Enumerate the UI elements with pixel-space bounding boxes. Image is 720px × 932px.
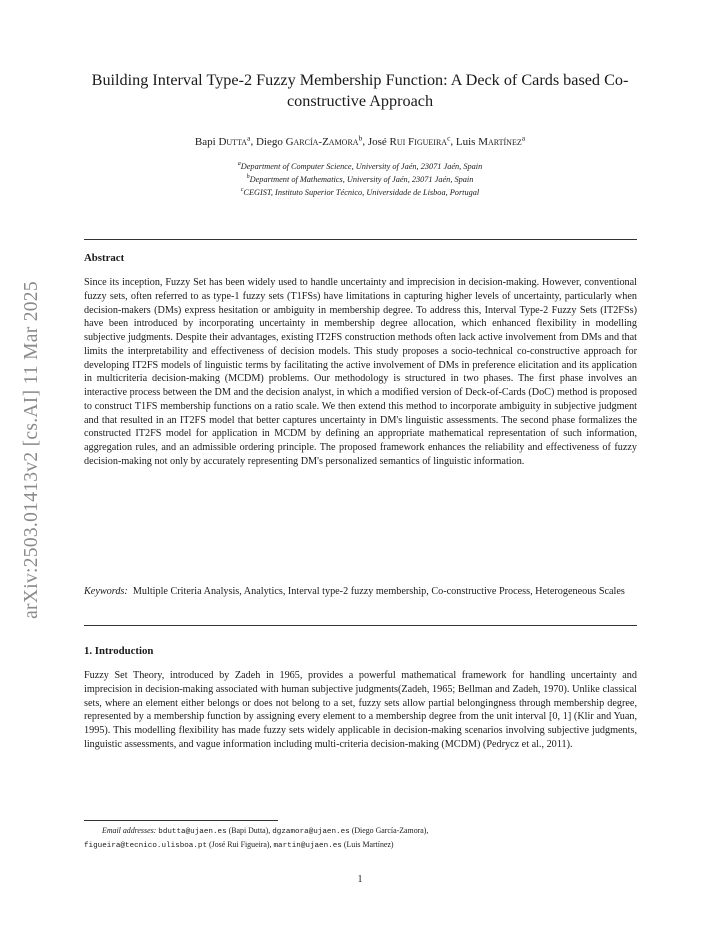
author-1: Bapi Dutta$^a$ bbox=[194, 133, 251, 148]
affiliation-list bbox=[84, 159, 636, 198]
email-dutta: bdutta@ujaen.es bbox=[158, 828, 227, 836]
introduction-text: Fuzzy Set Theory, introduced by Zadeh in 1965, provides a powerful mathematical framework for handling uncertainty and imprecision in decision-making associated with human subjective judgments(Zadeh, 1965; Bellman and Zadeh, 1970). Unlike classical sets, where an element either belongs or does not belong to a set, fuzzy sets allow partial belongingness through membership degree, represented by a membership function by assigning every element to a membership degree from the unit interval [0, 1] (Klir and Yuan, 1995). This modelling flexibility has made fuzzy sets widely applicable in decision-making scenarios involving subjective judgments, linguistic assessments, and vague information including multi-criteria decision-making (MCDM) (Pedrycz et al., 2011). bbox=[84, 670, 637, 750]
author-2: Diego García-Zamora$^b$ bbox=[255, 133, 363, 148]
keywords bbox=[84, 585, 637, 599]
keywords-label: Keywords: bbox=[84, 586, 128, 597]
email-label: Email addresses: bbox=[102, 826, 157, 835]
affiliation-b: $^b$Department of Mathematics, University of Jaén, 23071 Jaén, Spain bbox=[246, 174, 474, 184]
page-number: 1 bbox=[357, 874, 363, 885]
abstract-top-rule bbox=[84, 239, 637, 240]
author-4: Luis Martínez$^a$ bbox=[455, 133, 526, 148]
email-figueira: figueira@tecnico.ulisboa.pt bbox=[84, 841, 208, 850]
keywords-text: Multiple Criteria Analysis, Analytics, Interval type-2 fuzzy membership, Co-constructive Process, Heterogeneous Scales bbox=[132, 586, 625, 597]
introduction-heading: 1. Introduction bbox=[84, 645, 154, 657]
affiliation-a: $^a$Department of Computer Science, University of Jaén, 23071 Jaén, Spain bbox=[237, 161, 483, 171]
affiliation-c: $^c$CEGIST, Instituto Superior Técnico, Universidade de Lisboa, Portugal bbox=[240, 187, 480, 197]
author-3: José Rui Figueira$^c$ bbox=[367, 133, 451, 148]
paper-title: Building Interval Type-2 Fuzzy Membership Function: A Deck of Cards based Co-constructive Approach bbox=[91, 71, 629, 110]
abstract-bottom-rule bbox=[84, 625, 637, 626]
abstract-text: Since its inception, Fuzzy Set has been widely used to handle uncertainty and imprecision in decision-making. However, conventional fuzzy sets, often referred to as type-1 fuzzy sets (T1FSs) have limitations in capturing higher levels of uncertainty, particularly when decision-makers (DMs) express hesitation or ambiguity in membership degree. To address this, Interval Type-2 Fuzzy Sets (IT2FSs) have been introduced by incorporating uncertainty in membership degree allocation, which enhanced flexibility in modelling subjective judgments. Despite their advantages, existing IT2FS construction methods often lack active involvement from DMs and that limits the interpretability and effectiveness of decision models. This study proposes a socio-technical co-constructive approach for developing IT2FS models of linguistic terms by facilitating the active involvement of DMs in preference elicitation and its application in multicriteria decision-making (MCDM) problems. Our methodology is structured in two phases. The first phase involves an interactive process between the DM and the decision analyst, in which a modified version of Deck-of-Cards (DoC) method is proposed to construct T1FS membership functions on a ratio scale. We then extend this method to incorporate ambiguity in subjective judgment and that resulted in an IT2FS model that better captures uncertainty in DM's linguistic assessments. The second phase formalizes the constructed IT2FS model for application in MCDM by defining an appropriate mathematical representation of such information, aggregation rules, and an admissible ordering principle. The proposed framework enhances the reliability and effectiveness of fuzzy decision-making not only by accurately representing DM's personalized semantics of linguistic information. bbox=[84, 277, 637, 467]
arxiv-identifier: arXiv:2503.01413v2 [cs.AI] 11 Mar 2025 bbox=[21, 281, 42, 619]
email-garcia-zamora: dgzamora@ujaen.es bbox=[272, 828, 350, 836]
footnote-emails: Email addresses: bdutta@ujaen.es (Bapi Dutta), dgzamora@ujaen.es (Diego García-Zamora), figueira@tecnico.ulisboa.pt (José Rui Figueira), martin@ujaen.es (Luis Martínez) bbox=[84, 826, 429, 850]
email-martinez: martin@ujaen.es bbox=[273, 841, 342, 850]
footnote-rule bbox=[84, 820, 278, 821]
author-list: Bapi Dutta$^a$, Diego García-Zamora$^b$, José Rui Figueira$^c$, Luis Martínez$^a$ bbox=[194, 133, 526, 148]
arxiv-identifier-stamp bbox=[12, 250, 52, 650]
abstract-heading: Abstract bbox=[84, 252, 125, 264]
